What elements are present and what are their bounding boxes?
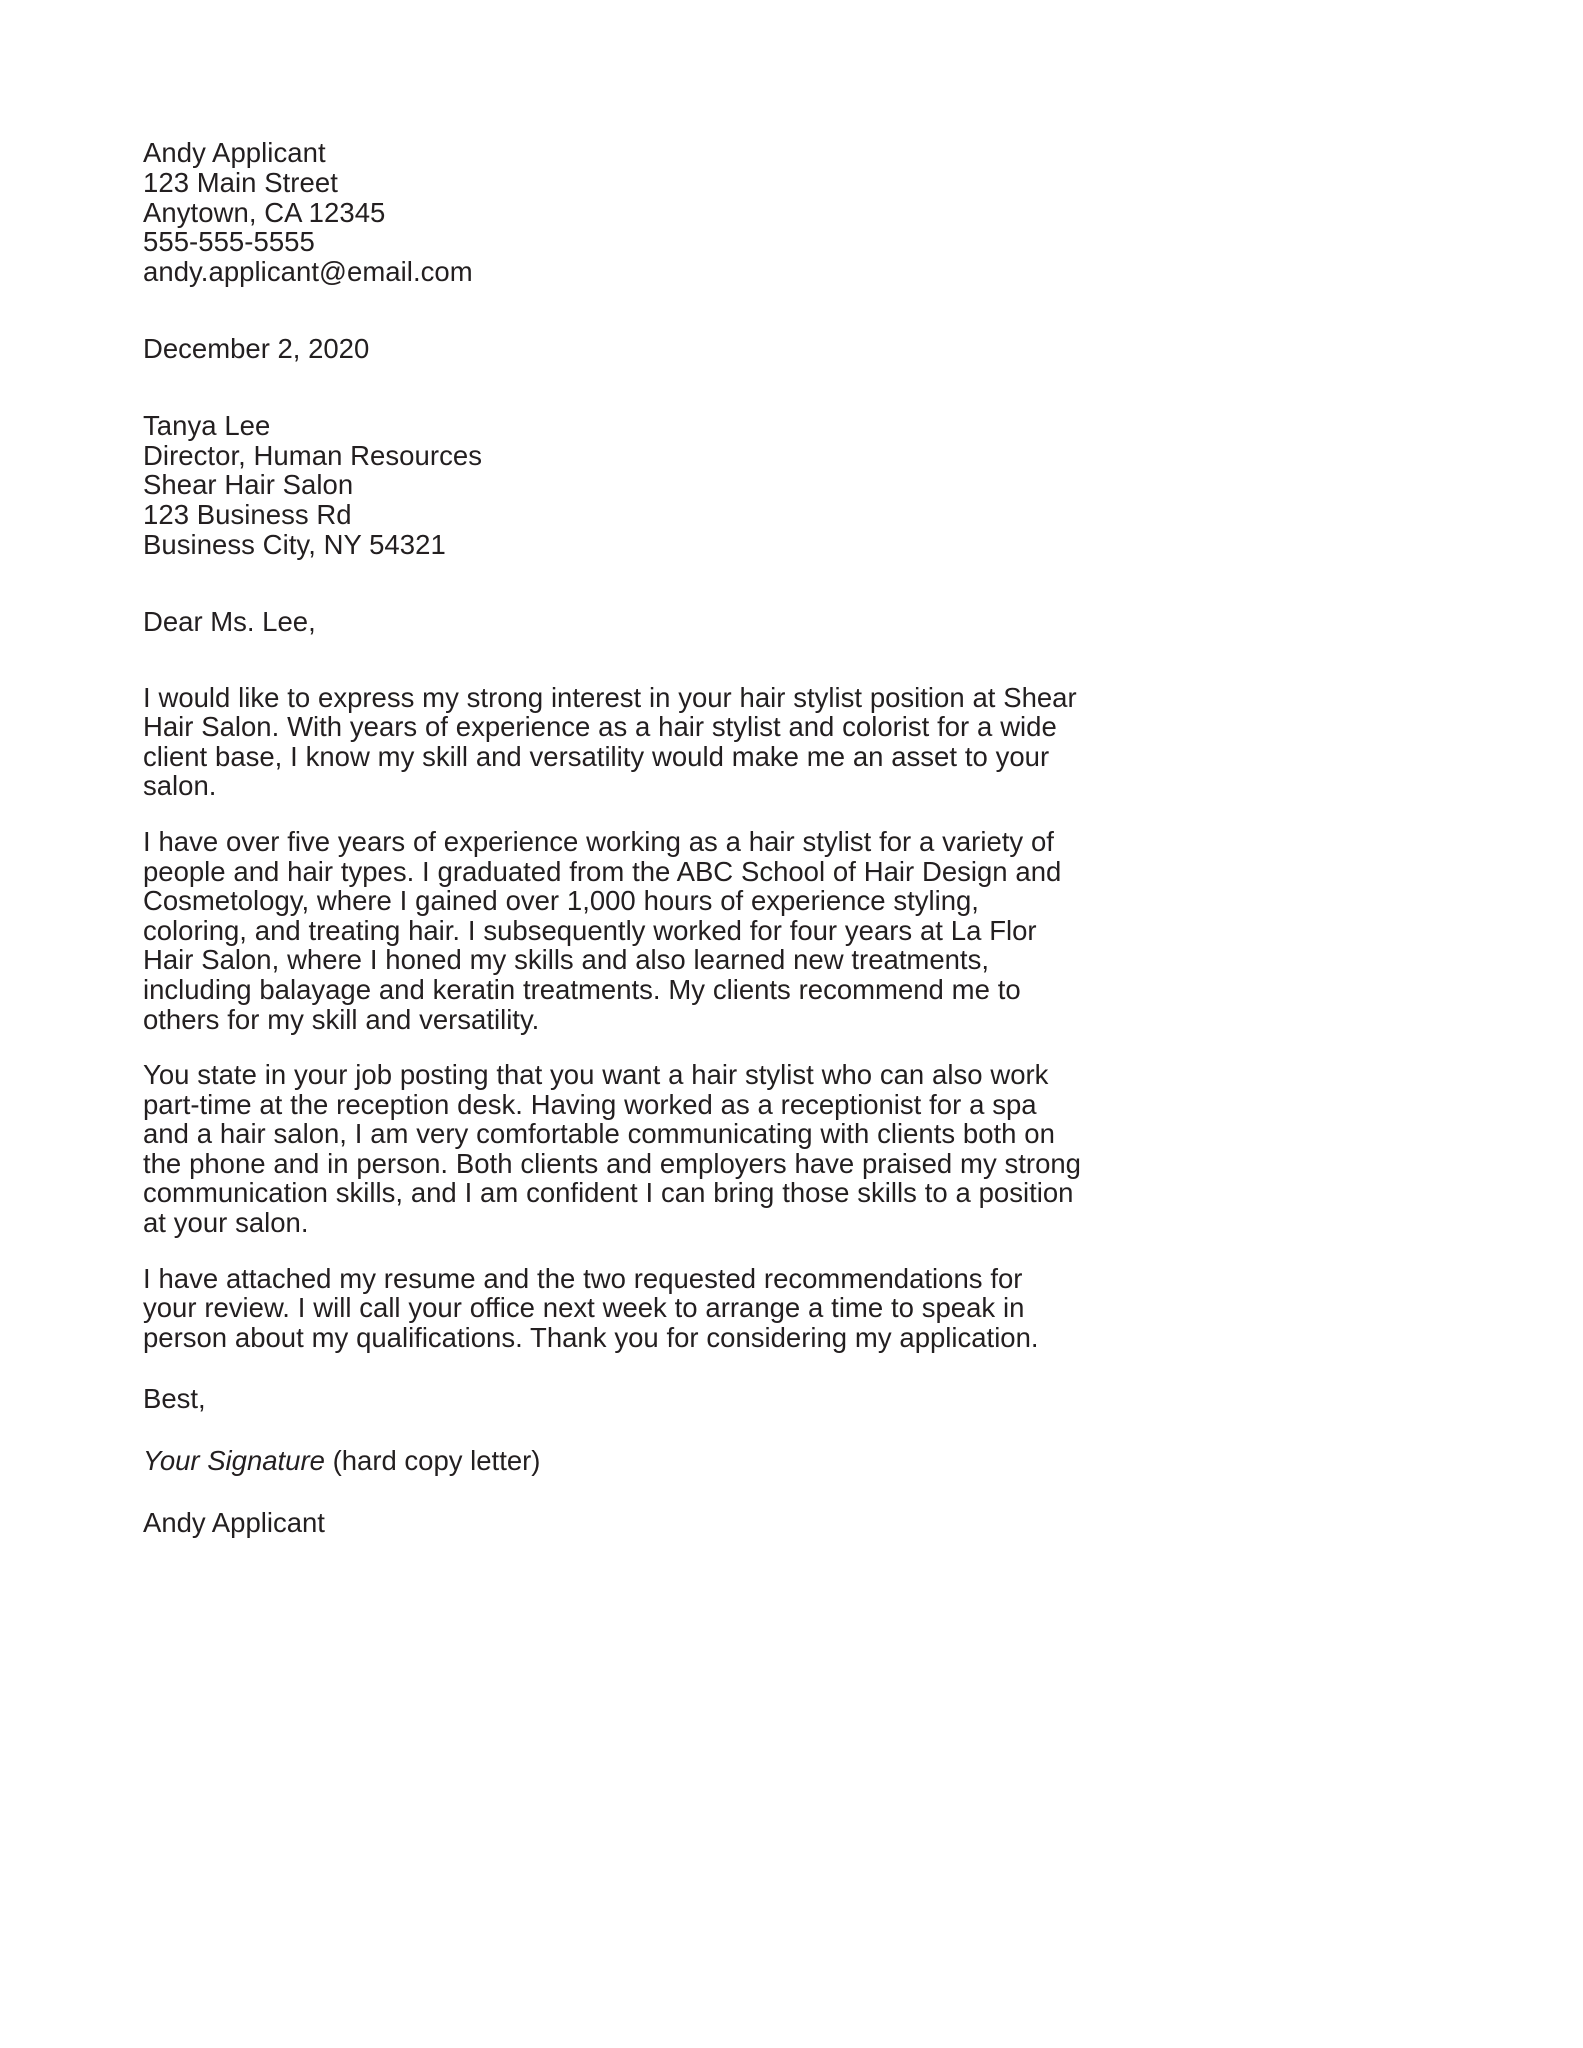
recipient-address-block	[143, 411, 1083, 560]
recipient-title: Director, Human Resources	[143, 439, 483, 471]
spacer-paragraph-2	[143, 1034, 1083, 1060]
sender-name: Andy Applicant	[143, 137, 326, 168]
spacer-before-signature	[143, 1414, 1083, 1446]
spacer-before-closing	[143, 1352, 1083, 1384]
signature-placeholder: Your Signature	[143, 1445, 325, 1477]
signature-note: (hard copy letter)	[324, 1445, 541, 1477]
sender-phone: 555-555-5555	[143, 226, 315, 258]
sender-street: 123 Main Street	[143, 166, 338, 198]
spacer-after-recipient	[143, 560, 1083, 607]
closing-salutation: Best,	[143, 1383, 206, 1415]
body-paragraph-3: You state in your job posting that you want a hair stylist who can also work part-time at the reception desk. Having worked as a receptionist for a spa and a hair salon, I am very comfortable communicating with clients both on the phone and in person. Both clients and employers have praised my strong communication skills, and I am confident I can bring those skills to a position at your salon.	[143, 1059, 1081, 1239]
spacer-after-sender	[143, 287, 1083, 334]
recipient-street: 123 Business Rd	[143, 499, 352, 531]
spacer-after-salutation	[143, 637, 1083, 683]
recipient-name: Tanya Lee	[143, 409, 271, 441]
spacer-after-date	[143, 364, 1083, 411]
body-paragraph-4: I have attached my resume and the two requested recommendations for your review. I will call your office next week to arrange a time to speak in person about my qualifications. Thank you for considering my application.	[143, 1262, 1039, 1353]
sender-email: andy.applicant@email.com	[143, 256, 473, 288]
recipient-company: Shear Hair Salon	[143, 469, 354, 501]
signature-line	[143, 1446, 1083, 1476]
salutation: Dear Ms. Lee,	[143, 605, 316, 637]
spacer-paragraph-3	[143, 1238, 1083, 1264]
body-paragraph-1: I would like to express my strong interest in your hair stylist position at Shear Hair Salon. With years of experience as a hair stylist and colorist for a wide client base, I know my skill and versatility would make me an asset to your salon.	[143, 681, 1077, 802]
sender-city-state-zip: Anytown, CA 12345	[143, 196, 386, 228]
body-paragraph-2: I have over five years of experience working as a hair stylist for a variety of people and hair types. I graduated from the ABC School of Hair Design and Cosmetology, where I gained over 1,000 hours of experience styling, coloring, and treating hair. I subsequently worked for four years at La Flor Hair Salon, where I honed my skills and also learned new treatments, including balayage and keratin treatments. My clients recommend me to others for my skill and versatility.	[143, 825, 1062, 1035]
letter-body	[143, 138, 1083, 1538]
sender-address-block	[143, 138, 1083, 287]
letter-date: December 2, 2020	[143, 332, 370, 364]
signer-name: Andy Applicant	[143, 1507, 325, 1539]
recipient-city-state-zip: Business City, NY 54321	[143, 528, 446, 560]
spacer-before-signer	[143, 1476, 1083, 1508]
spacer-paragraph-1	[143, 801, 1083, 827]
